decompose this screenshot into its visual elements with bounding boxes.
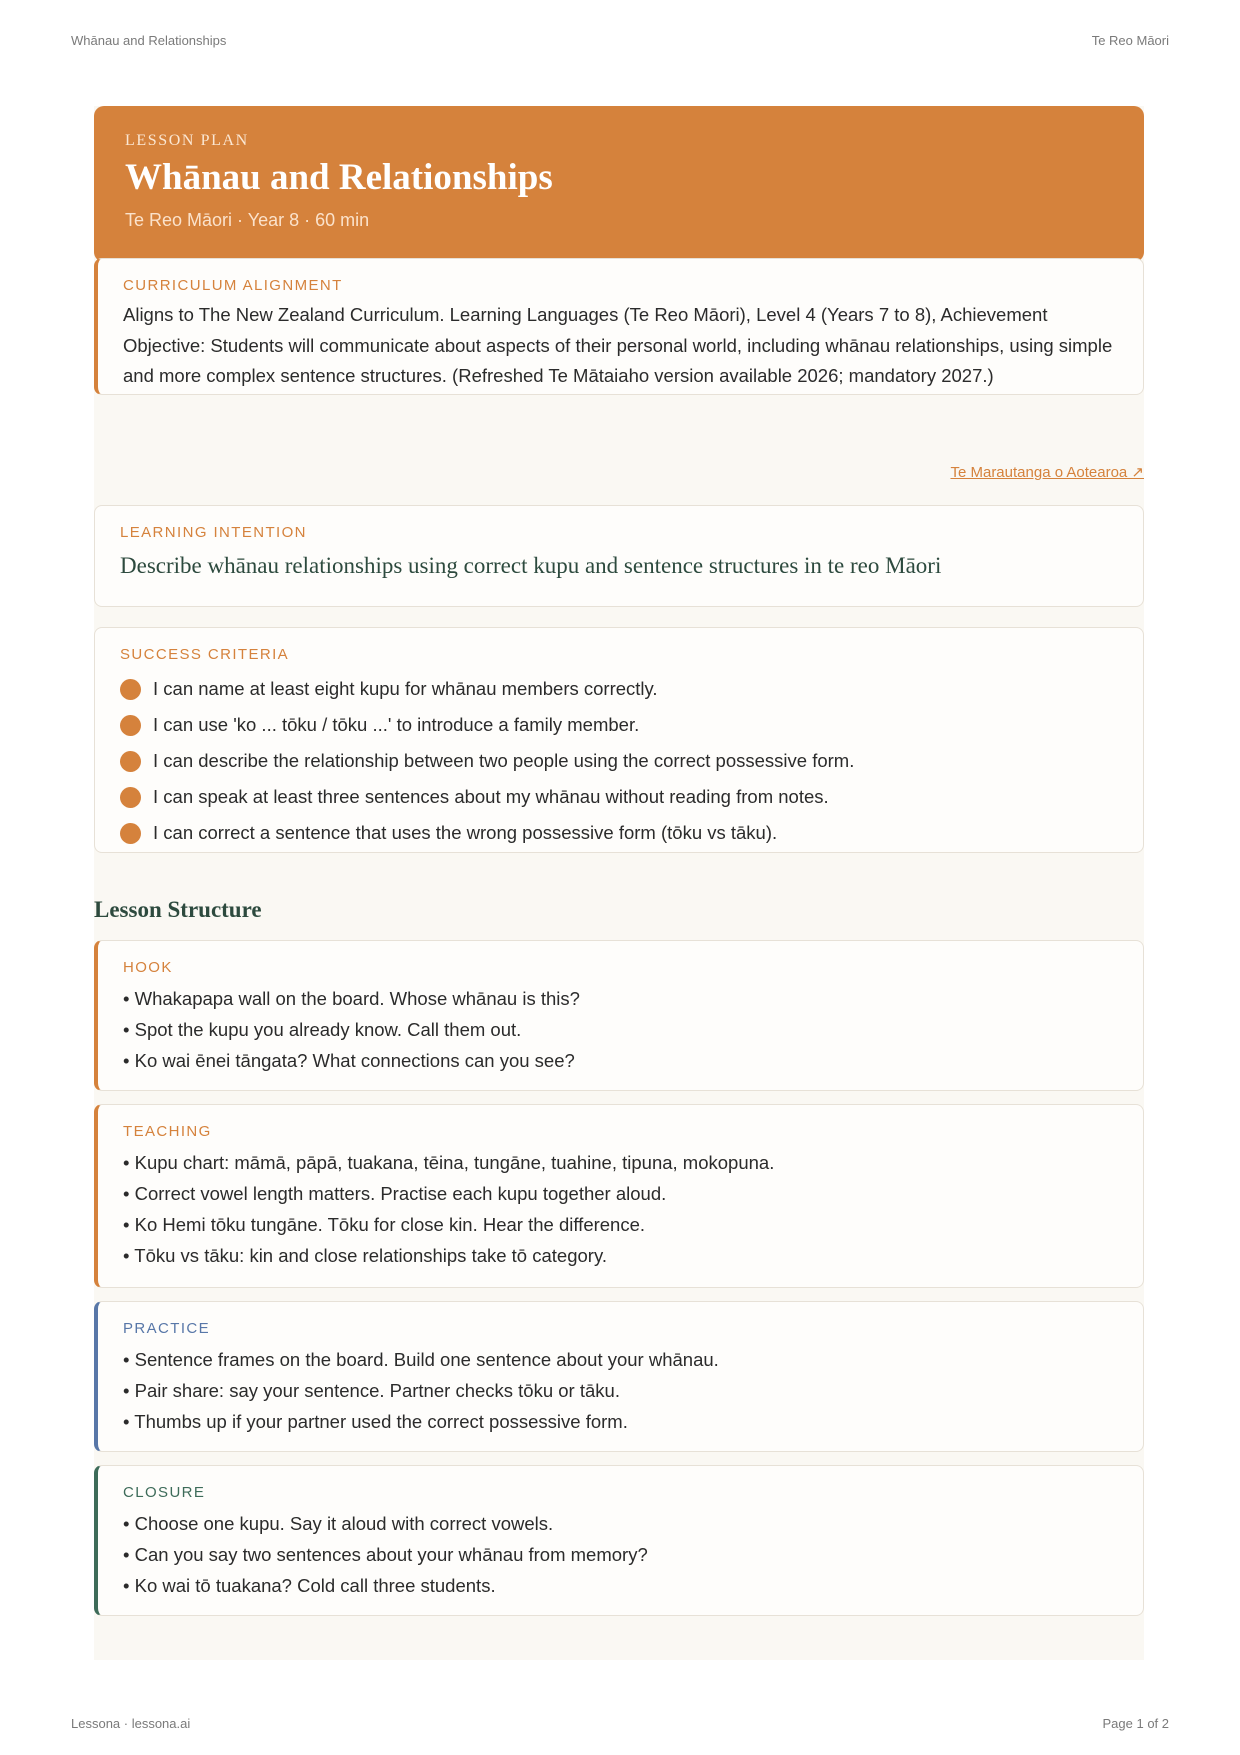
curriculum-label: CURRICULUM ALIGNMENT (123, 277, 343, 294)
success-criteria-list (120, 671, 1119, 851)
footer-brand: Lessona · lessona.ai (71, 1716, 191, 1731)
learning-intention-card (94, 505, 1144, 607)
header-subject: Te Reo Māori (1091, 33, 1169, 48)
lesson-plan-content (94, 106, 1144, 1660)
hero-banner (94, 106, 1144, 262)
bullet-dot-icon (120, 787, 141, 808)
practice-list (123, 1344, 1119, 1437)
teaching-label: TEACHING (123, 1123, 212, 1140)
bullet-dot-icon (120, 679, 141, 700)
closure-label: CLOSURE (123, 1484, 206, 1501)
list-item: • Correct vowel length matters. Practise each kupu together aloud. (123, 1183, 667, 1204)
lesson-title: Whānau and Relationships (125, 157, 553, 198)
curriculum-alignment-card (94, 258, 1144, 395)
header-doc-title: Whānau and Relationships (71, 33, 227, 48)
page-number: Page 1 of 2 (1102, 1716, 1169, 1731)
bullet-dot-icon (120, 751, 141, 772)
lesson-structure-heading: Lesson Structure (94, 897, 262, 922)
closure-section-card (94, 1465, 1144, 1616)
list-item: • Tōku vs tāku: kin and close relationships take tō category. (123, 1245, 607, 1266)
hook-label: HOOK (123, 959, 173, 976)
criterion-item (120, 779, 1119, 815)
hook-list (123, 983, 1119, 1076)
lesson-meta: Te Reo Māori · Year 8 · 60 min (125, 210, 370, 230)
list-item: • Kupu chart: māmā, pāpā, tuakana, tēina, tungāne, tuahine, tipuna, mokopuna. (123, 1152, 775, 1173)
list-item: • Ko Hemi tōku tungāne. Tōku for close kin. Hear the difference. (123, 1214, 646, 1235)
list-item: • Can you say two sentences about your whānau from memory? (123, 1544, 648, 1565)
criterion-text: I can use 'ko ... tōku / tōku ...' to introduce a family member. (153, 714, 640, 735)
criterion-text: I can name at least eight kupu for whānau members correctly. (153, 678, 658, 699)
curriculum-text: Aligns to The New Zealand Curriculum. Learning Languages (Te Reo Māori), Level 4 (Years 7 to 8), Achievement Objective: Students will communicate about aspects of their personal world, including whānau relationships, using simple and more complex sentence structures. (Refreshed Te Mātaiaho version available 2026; mandatory 2027.) (123, 304, 1113, 386)
success-criteria-label: SUCCESS CRITERIA (120, 646, 290, 663)
hero-kicker: LESSON PLAN (125, 132, 249, 149)
teaching-section-card (94, 1104, 1144, 1288)
curriculum-source-link[interactable]: Te Marautanga o Aotearoa ↗ (950, 464, 1144, 481)
intention-text: Describe whānau relationships using correct kupu and sentence structures in te reo Māori (120, 553, 942, 578)
criterion-item (120, 743, 1119, 779)
page-footer (71, 1716, 1169, 1731)
list-item: • Choose one kupu. Say it aloud with correct vowels. (123, 1513, 554, 1534)
criterion-item (120, 815, 1119, 851)
list-item: • Ko wai tō tuakana? Cold call three students. (123, 1575, 496, 1596)
list-item: • Ko wai ēnei tāngata? What connections can you see? (123, 1050, 575, 1071)
teaching-list (123, 1147, 1119, 1271)
criterion-item (120, 707, 1119, 743)
bullet-dot-icon (120, 715, 141, 736)
page-header (71, 33, 1169, 48)
closure-list (123, 1508, 1119, 1601)
list-item: • Spot the kupu you already know. Call them out. (123, 1019, 522, 1040)
success-criteria-card (94, 627, 1144, 853)
list-item: • Sentence frames on the board. Build one sentence about your whānau. (123, 1349, 719, 1370)
criterion-text: I can describe the relationship between two people using the correct possessive form. (153, 750, 855, 771)
criterion-item (120, 671, 1119, 707)
criterion-text: I can correct a sentence that uses the wrong possessive form (tōku vs tāku). (153, 822, 778, 843)
list-item: • Pair share: say your sentence. Partner checks tōku or tāku. (123, 1380, 620, 1401)
practice-section-card (94, 1301, 1144, 1452)
practice-label: PRACTICE (123, 1320, 211, 1337)
bullet-dot-icon (120, 823, 141, 844)
list-item: • Thumbs up if your partner used the correct possessive form. (123, 1411, 628, 1432)
list-item: • Whakapapa wall on the board. Whose whānau is this? (123, 988, 580, 1009)
criterion-text: I can speak at least three sentences about my whānau without reading from notes. (153, 786, 829, 807)
hook-section-card (94, 940, 1144, 1091)
intention-label: LEARNING INTENTION (120, 524, 307, 541)
